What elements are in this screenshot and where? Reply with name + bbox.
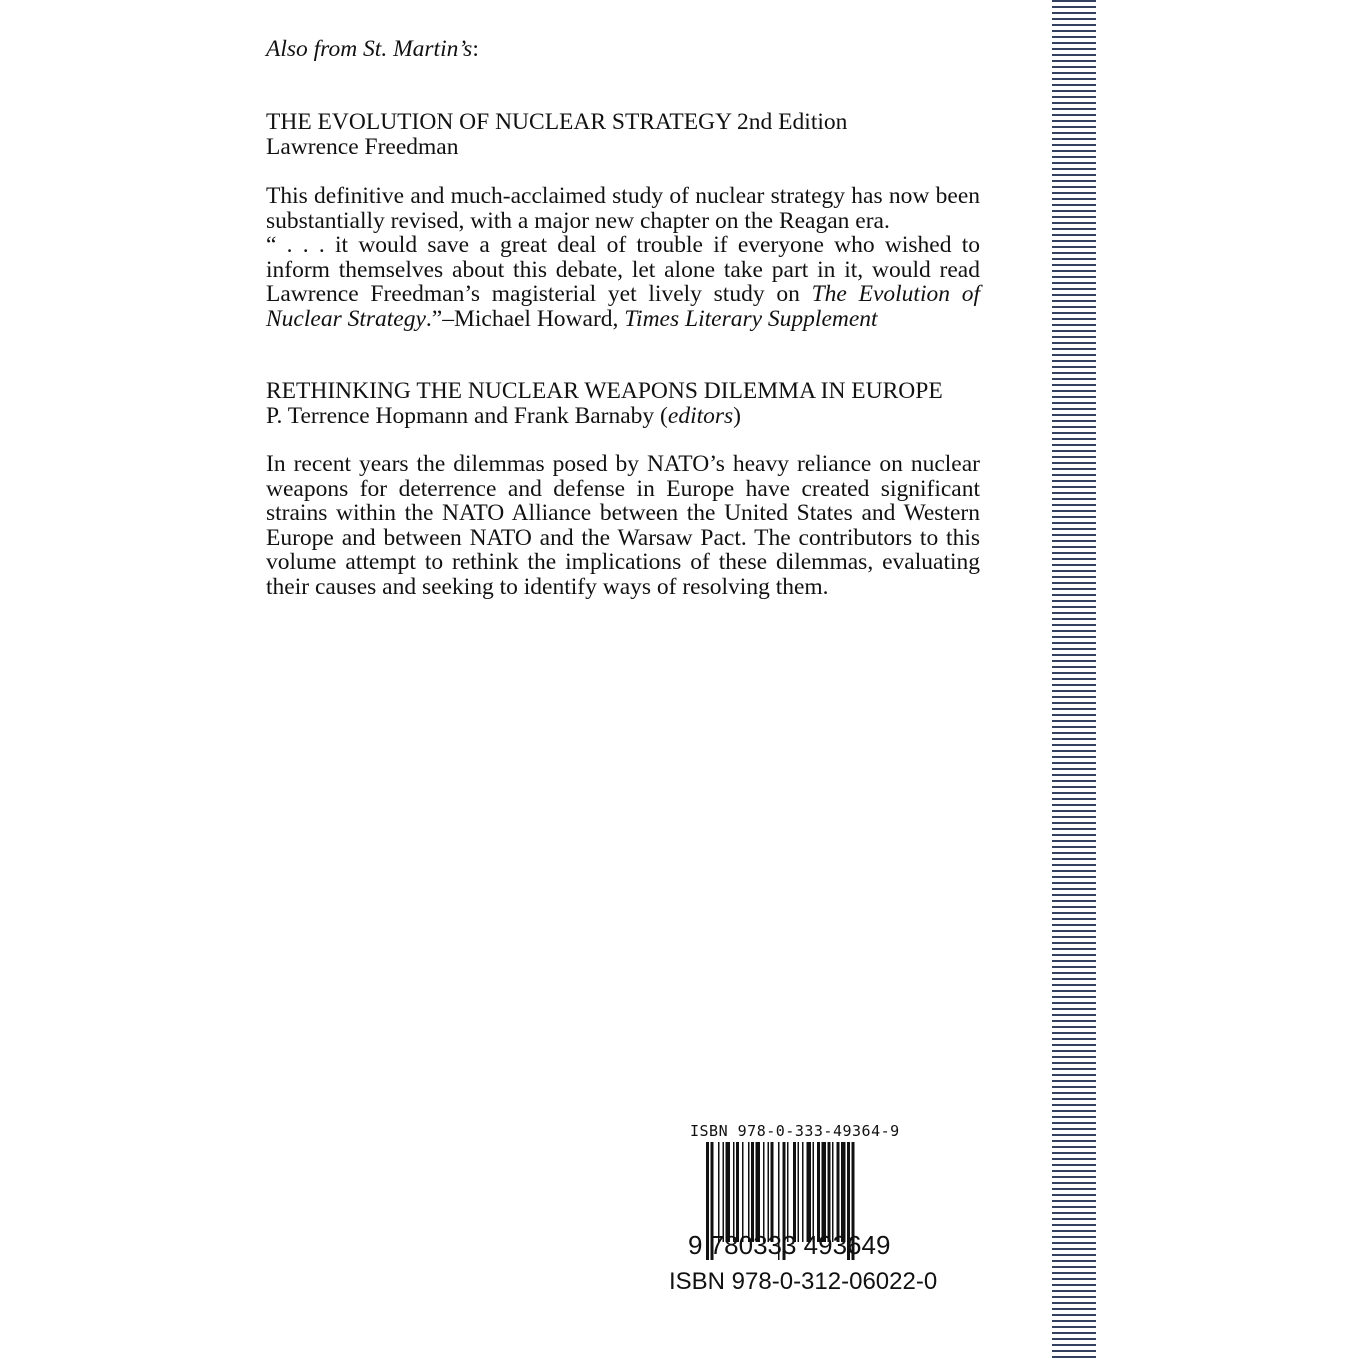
barcode-bar	[771, 1142, 774, 1242]
barcode-bar	[837, 1142, 840, 1242]
book2-entry	[266, 379, 980, 428]
book1-desc-line: substantially revised, with a major new chapter on the Reagan era.	[266, 207, 890, 234]
book2-desc-line: their causes and seeking to identify ways of resolving them.	[266, 573, 829, 600]
barcode-bar	[733, 1142, 735, 1242]
quoted-title-part1: The Evolution of	[811, 281, 980, 307]
barcode-bar	[793, 1142, 796, 1242]
book2-authors-close: )	[733, 402, 741, 429]
barcode-bar	[763, 1142, 765, 1242]
book2-editors-label: editors	[667, 402, 734, 429]
book1-entry	[266, 110, 980, 159]
book2-title: RETHINKING THE NUCLEAR WEAPONS DILEMMA IN EUROPE	[266, 378, 943, 404]
book1-desc-line	[266, 282, 980, 307]
book1-desc-line: “ . . . it would save a great deal of trouble if everyone who wished to	[266, 232, 980, 258]
barcode-bar	[798, 1142, 800, 1242]
barcode-bar	[768, 1142, 770, 1242]
barcode-bar	[841, 1142, 846, 1242]
barcode-bar	[748, 1142, 750, 1242]
book2-desc-line: strains within the NATO Alliance between the United States and Western	[266, 500, 980, 526]
barcode-bar	[756, 1142, 761, 1242]
spine-stripes	[1052, 0, 1096, 1360]
book1-desc-line: This definitive and much-acclaimed study of nuclear strategy has now been	[266, 183, 980, 209]
barcode-bar	[807, 1142, 812, 1242]
book2-desc-line: weapons for deterrence and defense in Europe have created significant	[266, 475, 980, 502]
barcode-bar	[832, 1142, 834, 1242]
barcode-digits: 9 780333 493649	[688, 1230, 891, 1260]
barcode-bar	[742, 1142, 744, 1242]
also-from-heading	[266, 37, 980, 62]
also-from-text: Also from St. Martin’s	[266, 36, 473, 62]
barcode-bar	[726, 1142, 731, 1242]
barcode-bar	[822, 1142, 827, 1242]
barcode-bar	[723, 1142, 725, 1242]
barcode-bar	[817, 1142, 820, 1242]
barcode-isbn-label: ISBN 978-0-333-49364-9	[690, 1122, 900, 1140]
quote-source: Times Literary Supplement	[624, 305, 878, 332]
barcode-bar	[718, 1142, 720, 1242]
book2-desc-line: volume attempt to rethink the implications of these dilemmas, evaluating	[266, 549, 980, 575]
barcode-bar	[787, 1142, 789, 1242]
barcode-bar	[813, 1142, 815, 1242]
book1-description	[266, 184, 980, 331]
book1-title: THE EVOLUTION OF NUCLEAR STRATEGY 2nd Edition	[266, 109, 848, 135]
book2-desc-line: Europe and between NATO and the Warsaw Pact. The contributors to this	[266, 524, 980, 551]
quoted-title-part2: Nuclear Strategy	[266, 305, 426, 332]
book1-author: Lawrence Freedman	[266, 133, 459, 160]
book2-desc-line: In recent years the dilemmas posed by NATO’s heavy reliance on nuclear	[266, 451, 980, 477]
quote-attribution: .”–Michael Howard,	[425, 305, 625, 332]
quote-text: Lawrence Freedman’s magisterial yet lively study on	[266, 281, 812, 307]
barcode-bar	[736, 1142, 739, 1242]
barcode-bar	[751, 1142, 754, 1242]
book1-desc-line	[266, 307, 980, 332]
book2-authors	[266, 404, 980, 429]
barcode-bar	[828, 1142, 831, 1242]
also-from-colon: :	[472, 36, 479, 62]
isbn-number: ISBN 978-0-312-06022-0	[669, 1268, 938, 1295]
book1-desc-line: inform themselves about this debate, let alone take part in it, would read	[266, 256, 980, 283]
barcode-bar	[802, 1142, 804, 1242]
book2-authors-text: P. Terrence Hopmann and Frank Barnaby (	[266, 402, 668, 429]
book2-description	[266, 452, 980, 599]
